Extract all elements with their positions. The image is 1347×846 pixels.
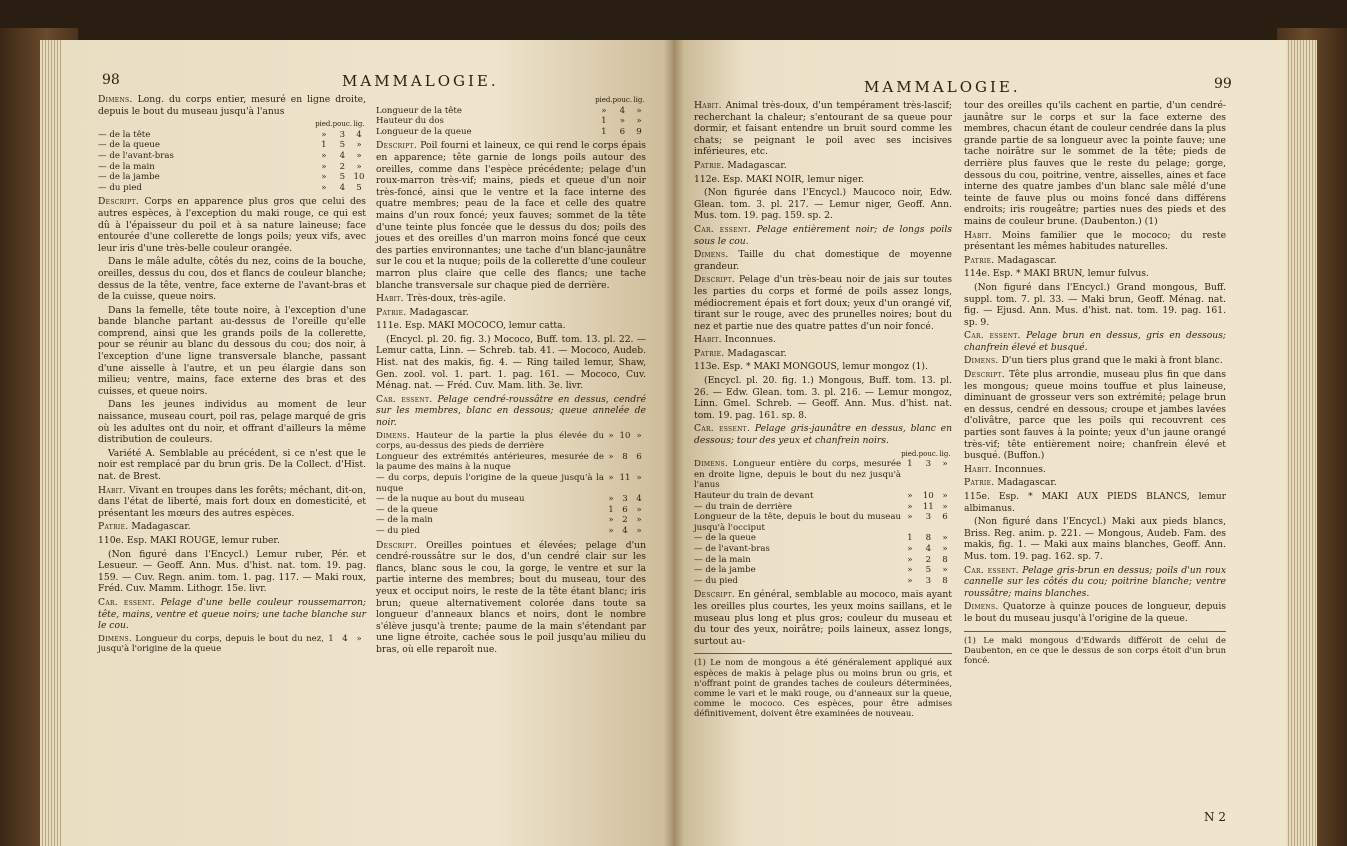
measurements-table <box>98 119 366 193</box>
measurement-value: 3 <box>925 459 932 470</box>
left-page <box>62 40 674 846</box>
measurement-value: 4 <box>636 494 642 505</box>
measurement-label: Hauteur du train de devant <box>694 491 814 501</box>
text: Longueur du corps, depuis le bout du nez, jusqu'à l'origine de la queue <box>98 633 324 655</box>
measurement-label: — de la tête <box>98 129 151 140</box>
species-heading: 113e. Esp. * MAKI MONGOUS, lemur mongoz (1). <box>694 361 928 373</box>
text: Descript. <box>376 539 417 551</box>
measurement-value: » <box>608 473 614 483</box>
measurement-value: » <box>907 491 913 501</box>
text: Descript. <box>694 589 735 601</box>
text: Patrie. <box>694 347 725 359</box>
measurement-label: — du pied <box>376 525 420 536</box>
measurement-label: — de la nuque au bout du museau <box>376 494 525 505</box>
measurement-value: 8 <box>622 451 628 462</box>
measurement-value: 4 <box>925 543 932 554</box>
text: Habit. <box>376 293 404 305</box>
measurement-value: 11 <box>619 473 631 483</box>
measurement-value: » <box>356 633 362 644</box>
measurement-value: » <box>636 525 642 536</box>
species-heading: 114e. Esp. * MAKI BRUN, lemur fulvus. <box>964 268 1149 280</box>
species-heading: 115e. Esp. * MAKI AUX PIEDS BLANCS, lemur albimanus. <box>964 491 1226 514</box>
habit-text: Inconnues. <box>724 334 776 346</box>
measurement-value: » <box>907 554 913 565</box>
measurement-label: — du train de derrière <box>694 501 792 512</box>
measurement-row <box>694 576 952 587</box>
measurement-value: 3 <box>925 575 932 586</box>
measurement-value: » <box>636 116 642 127</box>
measurement-value: pied. <box>595 96 613 104</box>
measurement-value: » <box>636 515 642 526</box>
text: Car. essent. <box>694 223 751 235</box>
habit-text: Animal très-doux, d'un tempérament très-lascif; recherchant la chaleur; s'entourant de sa queue pour dormir, et faisant entendre un bruit sourd comme les chats; se peignant le poil avec ses incisives inférieures, etc. <box>694 100 952 158</box>
measurement-label: Longueur de la queue <box>376 126 472 137</box>
measurement-value: » <box>619 116 625 127</box>
measurement-label: Longueur de la tête <box>376 105 462 116</box>
measurement-label: — de la main <box>694 554 751 565</box>
dimens-text: Quatorze à quinze pouces de longueur, depuis le bout du museau jusqu'à l'origine de la queue. <box>964 601 1227 624</box>
text: Patrie. <box>964 477 995 489</box>
measurement-value: 10 <box>619 430 631 441</box>
measurements-table <box>376 95 646 137</box>
measurement-row <box>376 127 646 138</box>
label-dimens: Dimens. <box>98 94 133 105</box>
unit-label: lig. <box>353 120 365 129</box>
measurement-value: » <box>907 543 913 554</box>
measurement-value: » <box>601 105 607 116</box>
text: Descript. <box>694 274 735 286</box>
measurement-value: 2 <box>925 554 932 565</box>
measurement-row <box>694 512 952 533</box>
measurement-value: 1 <box>601 116 607 127</box>
measurement-label: Longueur de la tête, depuis le bout du museau jusqu'à l'occiput <box>694 512 902 533</box>
measurement-value: 5 <box>925 565 932 576</box>
measurement-value: » <box>942 501 948 512</box>
measurement-label: — de la main <box>376 515 433 526</box>
measurement-row <box>694 459 952 491</box>
measurement-label: — de la queue <box>98 140 160 151</box>
measurement-label: — de la queue <box>694 533 756 544</box>
measurement-value: » <box>608 430 614 441</box>
measurement-value: 4 <box>622 525 628 536</box>
measurement-row <box>376 116 646 127</box>
label-descript: Descript. <box>98 196 139 208</box>
measurement-value: 4 <box>619 105 626 116</box>
species-characters: Pelage d'une belle couleur roussemarron; tête, mains, ventre et queue noirs; une tache blanche sur le cou. <box>98 596 367 632</box>
measurement-value: » <box>636 504 642 515</box>
measurement-value: 5 <box>339 172 346 183</box>
measurement-value: 6 <box>636 451 642 462</box>
measurement-label: — du pied <box>694 575 738 586</box>
page-number: 99 <box>1214 76 1232 92</box>
measurement-value: 8 <box>942 554 948 565</box>
measurement-value: 5 <box>339 140 346 151</box>
measurement-value: » <box>942 543 948 554</box>
measurement-label: — de la main <box>98 161 155 172</box>
measurement-row <box>98 162 366 173</box>
measurement-row <box>98 172 366 183</box>
book-gutter <box>664 40 684 846</box>
description-text: Tête plus arrondie, museau plus fin que dans les mongous; queue moins touffue et plus laineuse, diminuant de grosseur vers son extrémité; pelage brun en dessus, cendré en dessous; croupe et jambes lavées d'olivâtre, parce que les poils qui recouvrent ces parties sont fauves à la pointe; yeux d'un jaune orangé très-vif; tête entièrement noire; chanfrein élevé et busqué. (Buffon.) <box>964 369 1227 462</box>
text: Car. essent. <box>694 423 751 435</box>
measurement-row <box>376 505 646 516</box>
species-references: (Encycl. pl. 20. fig. 3.) Mococo, Buff. tom. 13. pl. 22. — Lemur catta, Linn. — Schreb. tab. 41. — Mococo, Audeb. Hist. nat des makis, fig. 4. — Ring tailed lemur, Shaw, Gen. zool. vol. 1. part. 1. pag. 161. — Mococo, Cuv. Ménag. nat. — Fréd. Cuv. Mam. lith. 3e. livr. <box>376 333 646 392</box>
right-column-2 <box>964 100 1226 665</box>
text: Dimens. <box>964 601 999 613</box>
habit-text: Inconnues. <box>994 463 1046 475</box>
measurement-value: 3 <box>925 512 932 523</box>
text: Habit. <box>964 229 992 241</box>
measurement-row <box>694 533 952 544</box>
measurement-value: 6 <box>942 512 948 523</box>
paragraph-variety: Variété A. Semblable au précédent, si ce n'est que le noir est remplacé par du brun gris. De la Collect. d'Hist. nat. de Brest. <box>98 447 366 482</box>
measurement-value: 4 <box>339 182 346 193</box>
measurement-row <box>694 544 952 555</box>
measurement-value: » <box>907 512 913 523</box>
measurement-value: 11 <box>922 501 934 512</box>
measurements-table <box>694 449 952 587</box>
patrie-text: Madagascar. <box>997 254 1057 266</box>
text: Patrie. <box>964 254 995 266</box>
text: Dimens. <box>694 459 728 470</box>
paragraph-male: Dans le mâle adulte, côtés du nez, coins de la bouche, oreilles, dessus du cou, dos et flancs de couleur blanche; dessus de la tête, ventre, face externe de l'avant-bras et de la cuisse, queue noirs. <box>98 256 366 303</box>
habit-text: Très-doux, très-agile. <box>406 293 506 305</box>
measurement-row <box>694 565 952 576</box>
dimens-intro: Long. du corps entier, mesuré en ligne droite, depuis le bout du museau jusqu'à l'anus <box>98 94 366 117</box>
footnote: (1) Le maki mongous d'Edwards différoit de celui de Daubenton, en ce que le dessus de son corps étoit d'un brun foncé. <box>964 631 1226 666</box>
measurement-label: — de la jambe <box>98 172 160 183</box>
description-text: En général, semblable au mococo, mais ayant les oreilles plus courtes, les yeux moins saillans, et le museau plus long et plus gros; couleur du museau et du tour des yeux, noirâtre; poils laineux, assez longs, surtout au- <box>694 589 952 647</box>
text: Habit. <box>964 463 992 475</box>
species-heading: 110e. Esp. MAKI ROUGE, lemur ruber. <box>98 534 280 546</box>
measurement-value: 5 <box>356 182 362 193</box>
measurement-value: 6 <box>622 504 628 515</box>
measurement-value: » <box>321 150 327 161</box>
running-head: MAMMALOGIE. <box>342 72 499 90</box>
habit-text: Vivant en troupes dans les forêts; méchant, dit-on, dans l'état de liberté, mais fort doux en domesticité, et présentant les mœurs des autres espèces. <box>98 484 366 519</box>
patrie-text: Madagascar. <box>131 521 191 533</box>
measurement-label: — du corps, depuis l'origine de la queue jusqu'à la nuque <box>376 473 604 494</box>
measurement-label: — de la queue <box>376 504 438 515</box>
measurement-row <box>98 140 366 151</box>
measurement-value: » <box>321 182 327 193</box>
measurement-value: 1 <box>907 459 913 470</box>
measurement-row <box>694 491 952 502</box>
dimens-text: Taille du chat domestique de moyenne grandeur. <box>694 249 952 272</box>
measurement-value: » <box>942 565 948 576</box>
text: Descript. <box>964 369 1005 381</box>
running-head: MAMMALOGIE. <box>864 78 1021 96</box>
measurement-value: 1 <box>907 533 913 544</box>
measurement-value: » <box>636 430 642 441</box>
patrie-text: Madagascar. <box>409 306 469 318</box>
species-references: (Non figuré dans l'Encycl.) Lemur ruber, Pér. et Lesueur. — Geoff. Ann. Mus. d'hist. nat. tom. 19. pag. 159. — Cuv. Regn. anim. tom. 1. pag. 117. — Maki roux, Fréd. Cuv. Mamm. Lithogr. 15e. livr. <box>98 548 366 595</box>
label-patrie: Patrie. <box>98 521 129 533</box>
species-heading: 111e. Esp. MAKI MOCOCO, lemur catta. <box>376 320 566 332</box>
measurement-value: 3 <box>339 129 346 140</box>
measurement-row <box>376 494 646 505</box>
measurement-row <box>376 452 646 473</box>
measurement-value: 1 <box>321 140 327 151</box>
description-text: Corps en apparence plus gros que celui des autres espèces, à l'exception du maki rouge, ce qui est dû à l'épaisseur du poil et à sa nature laineuse; face entourée d'une collerette de longs poils; yeux vifs, avec leur iris d'une très-belle couleur orangée. <box>98 196 367 254</box>
measurement-row <box>98 183 366 194</box>
text: Car. essent. <box>964 330 1021 342</box>
measurement-row <box>98 634 366 655</box>
measurement-value: » <box>942 533 948 544</box>
measurement-label: — du pied <box>98 182 142 193</box>
measurement-value: » <box>356 161 362 172</box>
text: Patrie. <box>376 306 407 318</box>
species-characters: Pelage cendré-roussâtre en dessus, cendré sur les membres, blanc en dessous; queue annelée de noir. <box>376 393 647 429</box>
measurement-value: » <box>907 575 913 586</box>
measurements-table <box>98 634 366 655</box>
measurement-value: 1 <box>601 126 607 137</box>
text: Patrie. <box>694 159 725 171</box>
measurement-value: » <box>321 161 327 172</box>
paragraph-female: Dans la femelle, tête toute noire, à l'exception d'une bande blanche partant au-dessus de l'oreille qu'elle comprend, ainsi que les grands poils de la collerette, pour se réunir au blanc du dessous du cou; dos noir, à l'exception d'une ligne transversale blanche, passant d'une aisselle à l'autre, et un peu élargie dans son milieu; ventre, mains, face externe des bras et des cuisses, et queue noirs. <box>98 304 366 397</box>
measurement-label: — de l'avant-bras <box>98 150 174 161</box>
measurement-value: » <box>356 140 362 151</box>
measurement-row <box>694 502 952 513</box>
measurement-label: — de l'avant-bras <box>694 543 770 554</box>
measurement-value: 1 <box>608 504 614 515</box>
description-continued: tour des oreilles qu'ils cachent en partie, d'un cendré-jaunâtre sur le corps et sur la face externe des membres, chacun étant de couleur cendrée dans la plus grande partie de sa longueur avec la pointe fauve; une tache noirâtre sur le sommet de la tête; pieds de derrière plus fauves que le reste du pelage; gorge, dessous du cou, poitrine, ventre, aisselles, aines et face interne des quatre jambes d'un blanc sale mêlé d'une teinte de fauve plus ou moins foncé dans différens endroits; iris rougeâtre; parties nues des pieds et des mains de couleur brune. (Daubenton.) (1) <box>964 100 1226 227</box>
species-references: (Non figurée dans l'Encycl.) Maucoco noir, Edw. Glean. tom. 3. pl. 217. — Lemur niger, Geoff. Ann. Mus. tom. 19. pag. 159. sp. 2. <box>694 187 952 222</box>
text: Car. essent. <box>964 564 1019 576</box>
unit-label: pouc. <box>332 120 352 129</box>
species-characters: Pelage gris-brun en dessus; poils d'un roux cannelle sur les côtés du cou; poitrine blanche; ventre roussâtre; mains blanches. <box>964 564 1226 599</box>
description-text: Oreilles pointues et élevées; pelage d'un cendré-roussâtre sur le dos, d'un cendré clair sur les flancs, blanc sous le cou, la gorge, le ventre et sur la partie interne des membres; bout du museau, tour des yeux et occiput noirs, le reste de la tête étant blanc; iris brun; queue alternativement colorée dans toute sa longueur d'anneaux blancs et noirs, dont le nombre s'élève jusqu'à trente; paume de la main s'étendant par une ligne étroite, cachée sous le poil jusqu'au milieu du bras, où elle reparoît nue. <box>376 539 646 655</box>
page-number: 98 <box>102 72 120 88</box>
measurement-value: 10 <box>353 172 365 183</box>
measurement-row <box>694 555 952 566</box>
species-characters: Pelage entièrement noir; de longs poils sous le cou. <box>694 223 953 247</box>
paragraph-young: Dans les jeunes individus au moment de leur naissance, museau court, poil ras, pelage marqué de gris où les adultes ont du noir, et offrant d'ailleurs la même distribution de couleurs. <box>98 399 366 446</box>
measurement-value: » <box>608 451 614 462</box>
text: Dimens. <box>98 633 132 644</box>
text: Descript. <box>376 140 417 152</box>
measurement-row <box>376 106 646 117</box>
description-text: Pelage d'un très-beau noir de jais sur toutes les parties du corps et formé de poils assez longs, médiocrement épais et fort doux; yeux d'un orangé vif, tirant sur le rouge, avec des prunelles noires; bout du nez et partie nue des quatre pattes d'un noir foncé. <box>694 274 953 332</box>
measurement-value: 6 <box>619 126 626 137</box>
measurement-label: Hauteur du dos <box>376 116 444 127</box>
measurement-value: 8 <box>925 533 932 544</box>
habit-text: Moins familier que le mococo; du reste présentant les mêmes habitudes naturelles. <box>964 229 1227 253</box>
measurement-value: 1 <box>328 633 334 644</box>
species-characters: Pelage gris-jaunâtre en dessus, blanc en dessous; tour des yeux et chanfrein noirs. <box>694 423 953 447</box>
text: Hauteur de la partie la plus élevée du corps, au-dessus des pieds de derrière <box>376 430 604 452</box>
signature-mark: N 2 <box>1204 810 1226 824</box>
measurement-value: » <box>356 150 362 161</box>
measurement-value: » <box>608 494 614 505</box>
text: Habit. <box>694 100 722 111</box>
right-page <box>674 40 1286 846</box>
measurement-label: Longueur des extrémités antérieures, mesurée de la paume des mains à la nuque <box>376 451 604 473</box>
patrie-text: Madagascar. <box>727 159 787 171</box>
measurement-value: 10 <box>922 491 934 501</box>
measurement-value: » <box>907 565 913 576</box>
measurements-table <box>376 431 646 537</box>
measurement-row <box>98 151 366 162</box>
measurement-value: 8 <box>942 575 948 586</box>
measurement-row <box>376 473 646 494</box>
text: Habit. <box>694 334 722 346</box>
species-references: (Encycl. pl. 20. fig. 1.) Mongous, Buff. tom. 13. pl. 26. — Edw. Glean. tom. 3. pl. 216. — Lemur mongoz, Linn. Gmel. Schreb. — Geoff. Ann. Mus. d'hist. nat. tom. 19. pag. 161. sp. 8. <box>694 375 952 421</box>
left-column-1 <box>98 94 366 658</box>
species-heading: 112e. Esp. MAKI NOIR, lemur niger. <box>694 173 865 185</box>
measurement-value: pouc. <box>612 96 632 104</box>
measurement-value: 4 <box>356 129 362 140</box>
species-references: (Non figuré dans l'Encycl.) Maki aux pieds blancs, Briss. Reg. anim. p. 221. — Mongous, Audeb. Fam. des makis, fig. 1. — Maki aux mains blanches, Geoff. Ann. Mus. tom. 19. pag. 162. sp. 7. <box>964 516 1226 562</box>
patrie-text: Madagascar. <box>997 477 1057 489</box>
measurement-value: » <box>942 491 948 501</box>
measurement-value: » <box>321 172 327 183</box>
measurement-row <box>98 130 366 141</box>
measurement-value: » <box>321 129 327 140</box>
species-characters: Pelage brun en dessus, gris en dessous; chanfrein élevé et busqué. <box>964 330 1227 353</box>
species-references: (Non figuré dans l'Encycl.) Grand mongous, Buff. suppl. tom. 7. pl. 33. — Maki brun, Geoff. Ménag. nat. fig. — Ejusd. Ann. Mus. d'hist. nat. tom. 19. pag. 161. sp. 9. <box>964 281 1226 328</box>
measurement-value: » <box>608 525 614 536</box>
measurement-value: 9 <box>636 126 642 137</box>
text: Dimens. <box>694 249 729 261</box>
measurement-value: pied. <box>901 449 919 458</box>
text: Dimens. <box>376 430 410 441</box>
measurement-value: 4 <box>339 150 346 161</box>
measurement-value: 2 <box>622 515 628 526</box>
measurement-value: » <box>907 501 913 512</box>
left-column-2 <box>376 94 646 658</box>
measurement-value: 4 <box>342 633 348 644</box>
description-text: Poil fourni et laineux, ce qui rend le corps épais en apparence; tête garnie de longs poils autour des oreilles, comme dans l'espèce précédente; pelage d'un roux-marron très-vif; mains, pieds et queue d'un noir très-foncé, ainsi que le ventre et la face interne des quatre membres; peau de la face et celle des quatre mains d'un roux foncé; yeux fauves; sommet de la tête d'une teinte plus foncée que le dessus du dos; poils des joues et des oreilles d'un marron moins foncé que ceux des parties environnantes; une tache d'un blanc-jaunâtre sur le cou et la nuque; poils de la collerette d'une couleur marron plus claire que celle des flancs; une tache blanche transversale sur chaque pied de derrière. <box>376 140 647 291</box>
measurement-value: lig. <box>633 96 645 104</box>
measurement-label: — de la jambe <box>694 565 756 576</box>
measurement-value: » <box>636 473 642 483</box>
measurement-row <box>376 526 646 537</box>
text: Dimens. <box>964 355 999 367</box>
text: Car. essent. <box>376 393 433 405</box>
label-habit: Habit. <box>98 484 126 496</box>
footnote: (1) Le nom de mongous a été généralement appliqué aux espèces de makis à pelage plus ou moins brun ou gris, et n'offrant point de grandes taches de couleurs déterminées, comme le vari et le maki rouge, ou d'anneaux sur la queue, comme le mococo. Ces espèces, pour être admises définitivement, doivent être examinées de nouveau. <box>694 653 952 718</box>
measurement-value: 3 <box>622 494 628 505</box>
measurement-value: 2 <box>339 161 346 172</box>
measurement-value: » <box>608 515 614 526</box>
right-column-1 <box>694 100 952 719</box>
measurement-row <box>376 515 646 526</box>
label-car: Car. essent. <box>98 596 156 608</box>
text: Longueur entière du corps, mesurée en droite ligne, depuis le bout du nez jusqu'à l'anus <box>694 459 902 491</box>
measurement-value: lig. <box>939 449 951 458</box>
measurement-value: » <box>942 459 948 470</box>
patrie-text: Madagascar. <box>727 347 787 359</box>
unit-label: pied. <box>315 120 333 129</box>
measurement-value: » <box>636 105 642 116</box>
measurement-row <box>376 431 646 452</box>
measurement-value: pouc. <box>918 449 938 458</box>
dimens-text: D'un tiers plus grand que le maki à front blanc. <box>1001 355 1223 367</box>
